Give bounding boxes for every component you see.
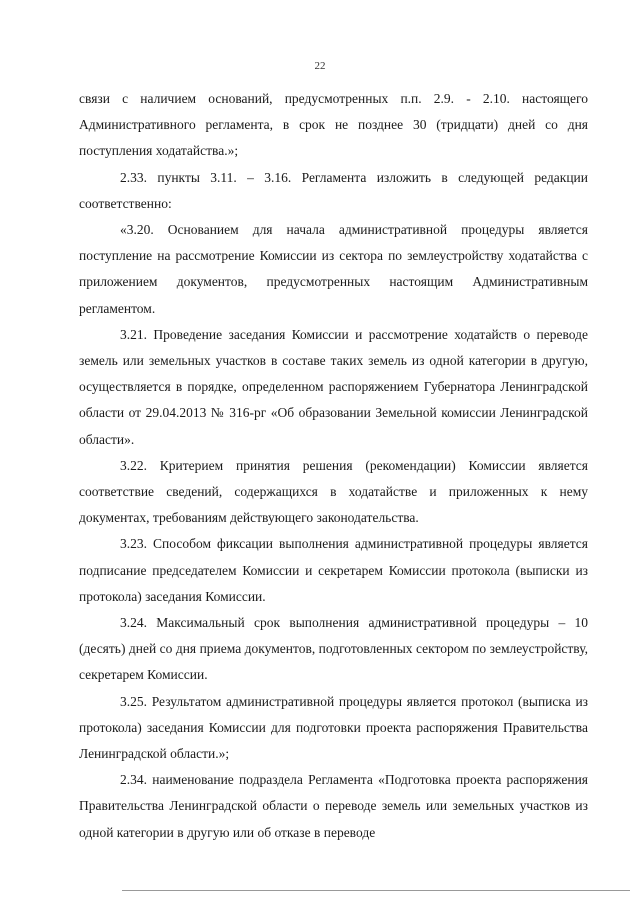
paragraph: 2.33. пункты 3.11. – 3.16. Регламента изложить в следующей редакции соответственно: — [79, 169, 588, 211]
footer-rule — [122, 890, 630, 891]
document-body — [79, 86, 588, 846]
paragraph: 2.34. наименование подраздела Регламента «Подготовка проекта распоряжения Правительства Ленинградской области о переводе земель или земельных участков из одной категории в другую или об отказе в переводе — [79, 772, 588, 840]
page-number: 22 — [314, 60, 326, 72]
paragraph: 3.21. Проведение заседания Комиссии и рассмотрение ходатайств о переводе земель или земельных участков в составе таких земель из одной категории в другую, осуществляется в порядке, определенном распоряжением Губернатора Ленинградской области от 29.04.2013 № 316-рг «Об образовании Земельной комиссии Ленинградской области». — [79, 326, 588, 447]
paragraph: связи с наличием оснований, предусмотренных п.п. 2.9. - 2.10. настоящего Административного регламента, в срок не позднее 30 (тридцати) дней со дня поступления ходатайства.»; — [79, 91, 588, 159]
paragraph: «3.20. Основанием для начала административной процедуры является поступление на рассмотрение Комиссии из сектора по землеустройству ходатайства с приложением документов, предусмотренных настоящим Административным регламентом. — [79, 222, 588, 316]
paragraph: 3.22. Критерием принятия решения (рекомендации) Комиссии является соответствие сведений, содержащихся в ходатайстве и приложенных к нему документах, требованиям действующего законодательства. — [79, 457, 588, 526]
paragraph: 3.23. Способом фиксации выполнения административной процедуры является подписание председателем Комиссии и секретарем Комиссии протокола (выписки из протокола) заседания Комиссии. — [79, 536, 588, 604]
paragraph: 3.25. Результатом административной процедуры является протокол (выписка из протокола) заседания Комиссии для подготовки проекта распоряжения Правительства Ленинградской области.»; — [79, 693, 588, 762]
paragraph: 3.24. Максимальный срок выполнения административной процедуры – 10 (десять) дней со дня приема документов, подготовленных сектором по землеустройству, секретарем Комиссии. — [79, 615, 588, 683]
